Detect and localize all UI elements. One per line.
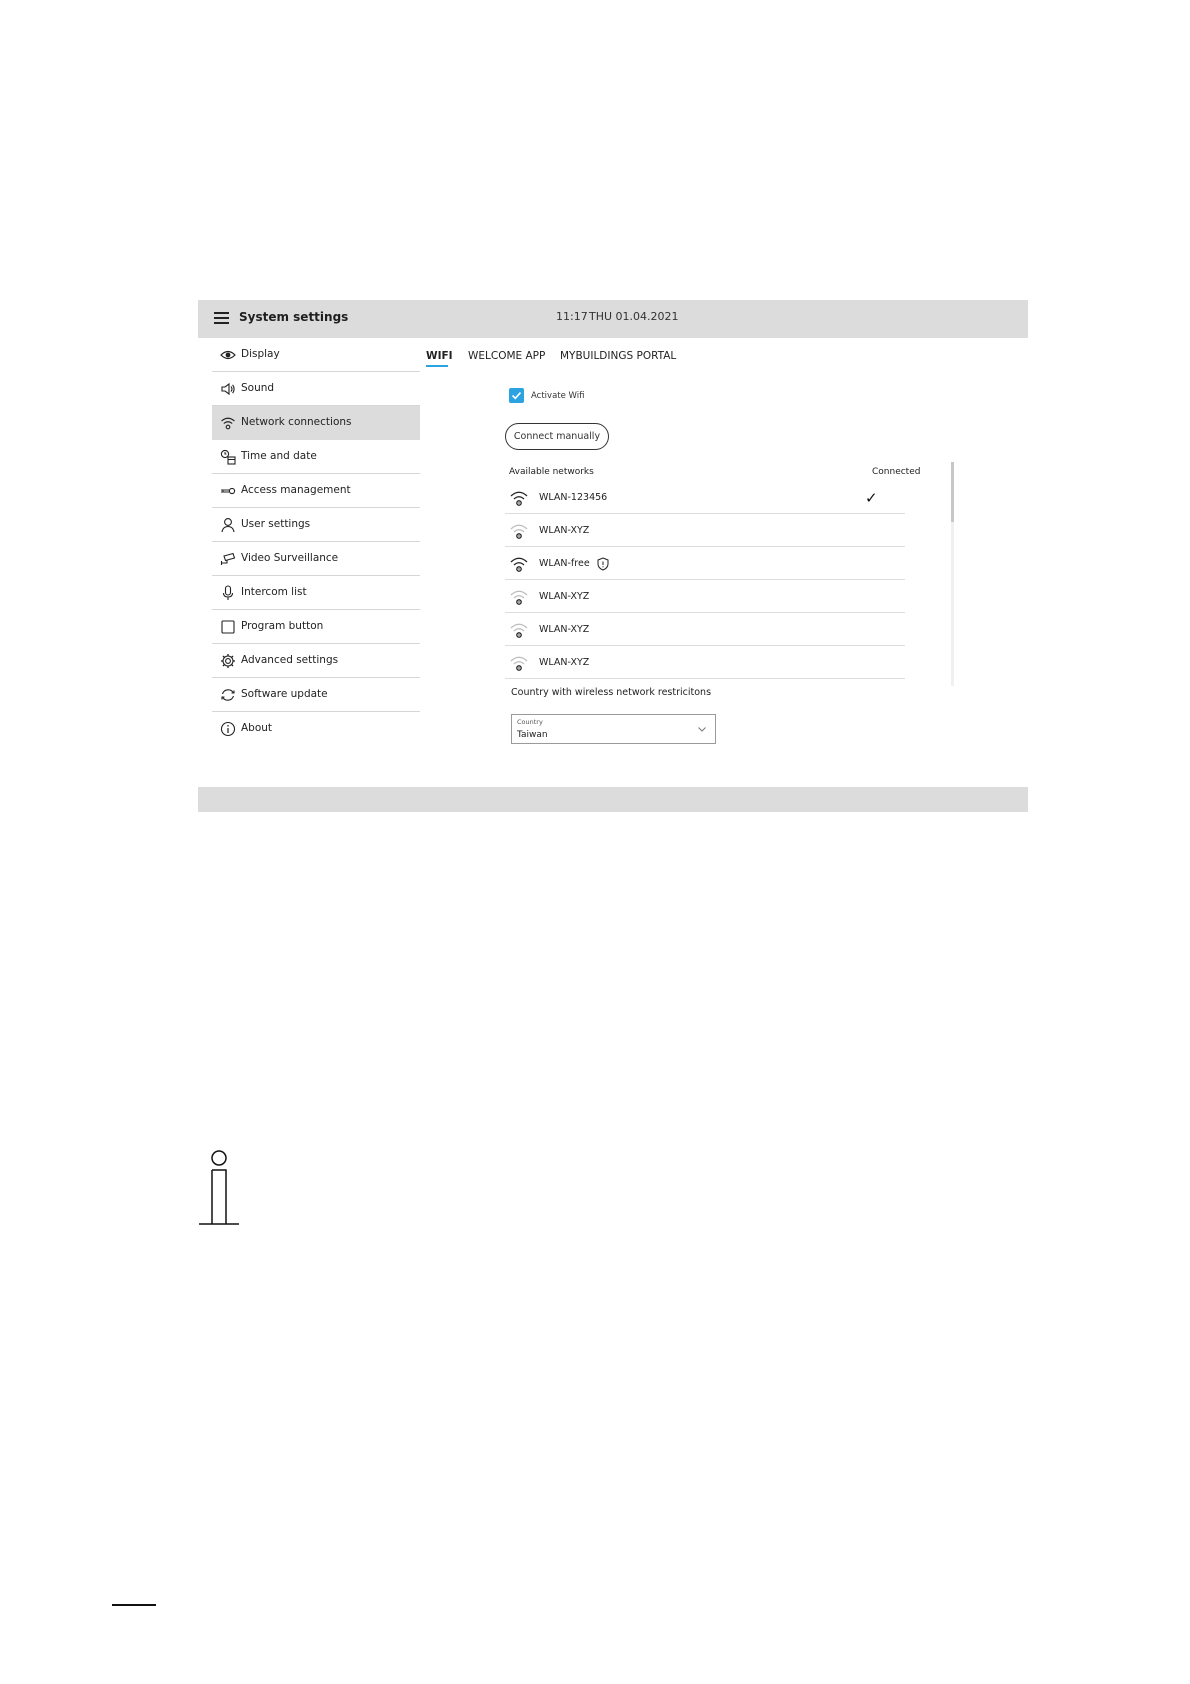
activate-wifi-checkbox[interactable] [509, 388, 524, 403]
key-icon [220, 483, 236, 499]
speaker-icon [220, 381, 236, 397]
settings-screen [198, 300, 1028, 812]
wifi-signal-strong-icon [509, 488, 529, 508]
network-list [505, 481, 905, 679]
info-icon [198, 1150, 240, 1226]
sidebar-item-about[interactable] [212, 712, 420, 746]
sidebar-item-label: Advanced settings [241, 654, 339, 666]
network-name: WLAN-free [539, 558, 590, 569]
hamburger-icon[interactable] [214, 311, 229, 325]
sidebar-item-intercom-list[interactable] [212, 576, 420, 610]
network-row[interactable] [505, 481, 905, 514]
wifi-signal-weak-icon [509, 521, 529, 541]
sidebar-item-label: Video Surveillance [241, 552, 339, 564]
wifi-signal-weak-icon [509, 587, 529, 607]
active-tab-indicator [426, 365, 448, 367]
sidebar-item-label: Program button [241, 620, 324, 632]
microphone-icon [220, 585, 236, 601]
country-select-caption: Country [517, 718, 543, 726]
sidebar-item-label: Display [241, 348, 280, 360]
bottom-bar [198, 787, 1028, 812]
sidebar-item-time-and-date[interactable] [212, 440, 420, 474]
country-select[interactable] [511, 714, 716, 744]
page-title: System settings [239, 310, 349, 324]
wifi-signal-weak-icon [509, 620, 529, 640]
checkmark-icon [509, 388, 524, 403]
sidebar-item-label: Time and date [241, 450, 317, 462]
country-select-value: Taiwan [517, 730, 548, 740]
camera-icon [220, 551, 236, 567]
sidebar-item-label: Access management [241, 484, 351, 496]
clock-calendar-icon [220, 449, 236, 465]
sidebar-item-software-update[interactable] [212, 678, 420, 712]
tab-label: WELCOME APP [468, 350, 546, 362]
connected-check-icon: ✓ [865, 489, 878, 507]
wifi-signal-weak-icon [509, 653, 529, 673]
sidebar-item-label: Network connections [241, 416, 352, 428]
date-display: THU 01.04.2021 [589, 310, 679, 323]
sidebar-item-advanced-settings[interactable] [212, 644, 420, 678]
network-row[interactable] [505, 547, 905, 580]
network-name: WLAN-XYZ [539, 591, 590, 602]
user-icon [220, 517, 236, 533]
sidebar-item-sound[interactable] [212, 372, 420, 406]
activate-wifi-label: Activate Wifi [531, 391, 585, 401]
sidebar-item-video-surveillance[interactable] [212, 542, 420, 576]
connected-column-heading: Connected [872, 467, 921, 477]
sidebar-item-user-settings[interactable] [212, 508, 420, 542]
chevron-down-icon [697, 724, 707, 734]
clock: 11:17 [556, 310, 588, 323]
network-row[interactable] [505, 646, 905, 679]
tab-label: WIFI [426, 350, 453, 362]
connect-manually-button[interactable]: Connect manually [505, 423, 609, 450]
network-row[interactable] [505, 580, 905, 613]
tab-label: MYBUILDINGS PORTAL [560, 350, 677, 362]
sidebar-item-network-connections[interactable] [212, 406, 420, 440]
network-name: WLAN-XYZ [539, 657, 590, 668]
available-networks-heading: Available networks [509, 467, 594, 477]
sidebar-item-label: About [241, 722, 273, 734]
info-icon [220, 721, 236, 737]
network-row[interactable] [505, 514, 905, 547]
refresh-icon [220, 687, 236, 703]
network-list-scrollbar[interactable] [951, 462, 954, 522]
tab-mybuildings-portal[interactable] [560, 350, 676, 362]
sidebar-item-label: User settings [241, 518, 311, 530]
country-restrictions-heading: Country with wireless network restricitons [511, 687, 712, 698]
top-bar [198, 300, 1028, 338]
shield-icon [597, 557, 609, 571]
tab-wifi[interactable] [426, 350, 453, 362]
sidebar-item-label: Software update [241, 688, 328, 700]
sidebar-item-label: Intercom list [241, 586, 307, 598]
network-name: WLAN-XYZ [539, 525, 590, 536]
wifi-signal-strong-icon [509, 554, 529, 574]
sidebar-item-access-management[interactable] [212, 474, 420, 508]
gear-icon [220, 653, 236, 669]
footer-divider [112, 1604, 156, 1606]
sidebar-item-program-button[interactable] [212, 610, 420, 644]
sidebar-item-display[interactable] [212, 338, 420, 372]
network-name: WLAN-123456 [539, 492, 608, 503]
wifi-icon [220, 415, 236, 431]
tab-welcome-app[interactable] [468, 350, 545, 362]
square-icon [220, 619, 236, 635]
sidebar-item-label: Sound [241, 382, 275, 394]
sidebar [212, 338, 420, 746]
eye-icon [220, 347, 236, 363]
network-name: WLAN-XYZ [539, 624, 590, 635]
network-row[interactable] [505, 613, 905, 646]
